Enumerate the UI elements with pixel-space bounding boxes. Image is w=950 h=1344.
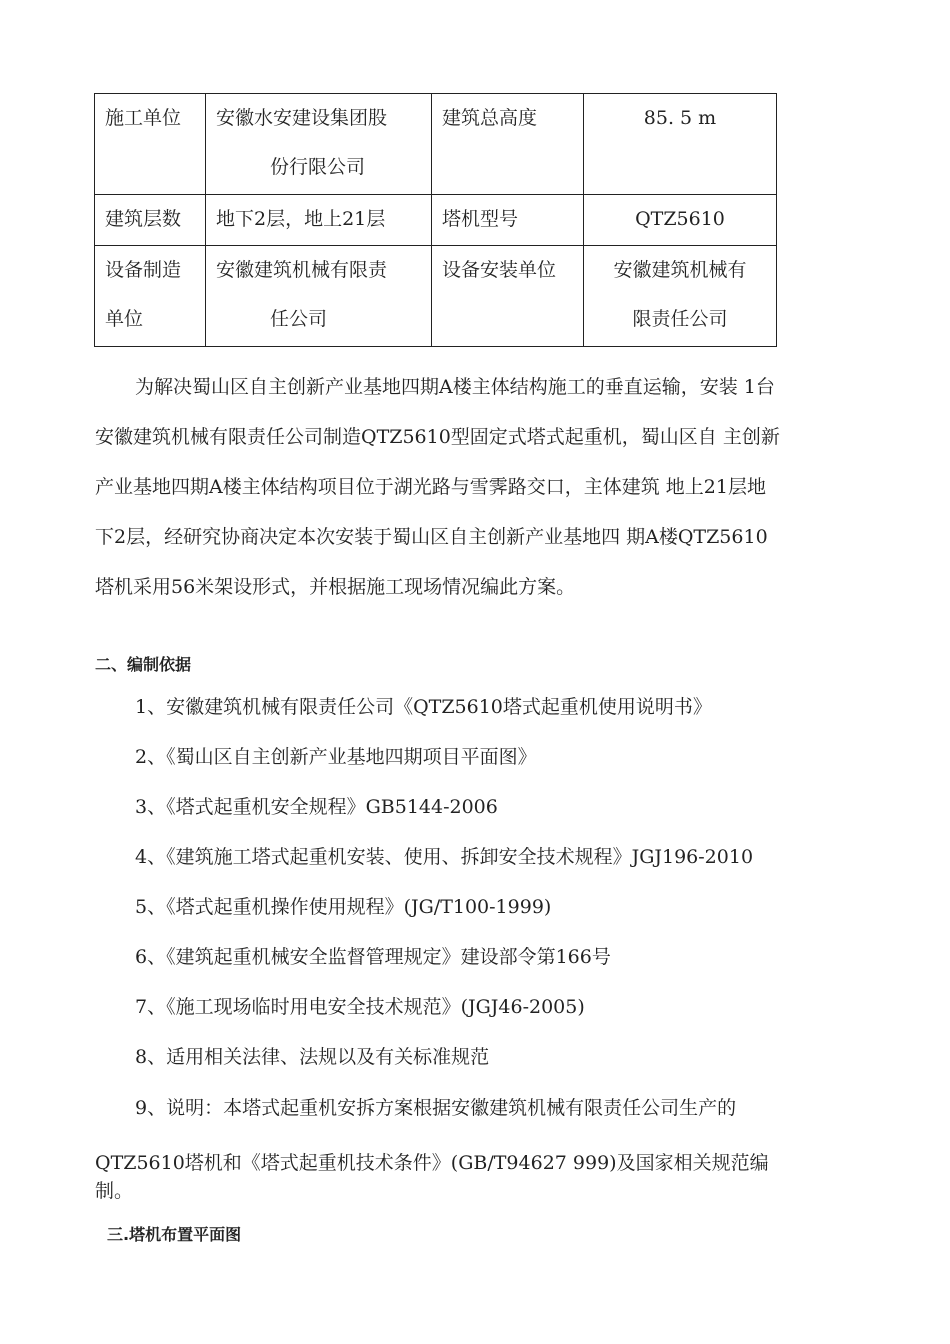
table-row — [95, 246, 777, 347]
section-heading-layout-plan: 三.塔机布置平面图 — [107, 1225, 242, 1244]
table-cell — [206, 246, 432, 347]
table-cell — [95, 94, 206, 195]
value-manufacturer — [206, 233, 431, 346]
label-line: 单位 — [105, 308, 144, 330]
value-installer — [584, 233, 776, 346]
list-item-continuation: 制。 — [95, 1180, 134, 1202]
list-item: 1、安徽建筑机械有限责任公司《QTZ5610塔式起重机使用说明书》 — [135, 696, 712, 718]
paragraph-line: 下2层，经研究协商决定本次安装于蜀山区自主创新产业基地四 期A楼QTZ5610 — [95, 526, 768, 548]
list-item: 5、《塔式起重机操作使用规程》(JG/T100-1999) — [135, 896, 552, 918]
value-floors: 地下2层，地上21层 — [216, 208, 386, 230]
value-line: 限责任公司 — [632, 308, 728, 330]
table-cell — [584, 94, 777, 195]
label-total-height: 建筑总高度 — [442, 107, 538, 129]
table-cell — [432, 246, 584, 347]
list-item-continuation: QTZ5610塔机和《塔式起重机技术条件》(GB/T94627 999)及国家相关规范编 — [95, 1152, 769, 1174]
value-line: 任公司 — [270, 308, 328, 330]
section-heading-basis: 二、编制依据 — [95, 655, 192, 674]
list-item: 3、《塔式起重机安全规程》GB5144-2006 — [135, 796, 498, 818]
table-cell — [95, 246, 206, 347]
label-line: 设备制造 — [105, 259, 182, 281]
value-line: 安徽建筑机械有限责 — [216, 259, 388, 281]
value-line: 安徽建筑机械有 — [613, 259, 747, 281]
table-cell — [432, 94, 584, 195]
list-item: 4、《建筑施工塔式起重机安装、使用、拆卸安全技术规程》JGJ196-2010 — [135, 846, 754, 868]
list-item: 7、《施工现场临时用电安全技术规范》(JGJ46-2005) — [135, 996, 585, 1018]
label-installer: 设备安装单位 — [442, 259, 557, 281]
value-line: 份行限公司 — [270, 156, 366, 178]
paragraph-line: 为解决蜀山区自主创新产业基地四期A楼主体结构施工的垂直运输，安装 1台 — [135, 376, 775, 398]
list-item: 2、《蜀山区自主创新产业基地四期项目平面图》 — [135, 746, 537, 768]
project-info-table — [94, 93, 777, 347]
table-cell — [206, 94, 432, 195]
intro-paragraph — [95, 362, 855, 612]
paragraph-line: 塔机采用56米架设形式，并根据施工现场情况编此方案。 — [95, 576, 576, 598]
value-crane-model: QTZ5610 — [635, 208, 725, 230]
label-manufacturer — [95, 233, 205, 346]
label-construction-unit: 施工单位 — [105, 107, 182, 129]
list-item: 9、说明：本塔式起重机安拆方案根据安徽建筑机械有限责任公司生产的 — [135, 1097, 737, 1119]
label-crane-model: 塔机型号 — [442, 208, 519, 230]
value-construction-unit — [206, 81, 431, 194]
list-item: 6、《建筑起重机械安全监督管理规定》建设部令第166号 — [135, 946, 611, 968]
paragraph-line: 安徽建筑机械有限责任公司制造QTZ5610型固定式塔式起重机，蜀山区自 主创新 — [95, 426, 780, 448]
value-total-height: 85. 5 m — [643, 107, 717, 129]
paragraph-line: 产业基地四期A楼主体结构项目位于湖光路与雪霁路交口，主体建筑 地上21层地 — [95, 476, 766, 498]
table-cell — [584, 246, 777, 347]
table-row — [95, 94, 777, 195]
value-line: 安徽水安建设集团股 — [216, 107, 388, 129]
label-floors: 建筑层数 — [105, 208, 182, 230]
list-item: 8、适用相关法律、法规以及有关标准规范 — [135, 1046, 490, 1068]
